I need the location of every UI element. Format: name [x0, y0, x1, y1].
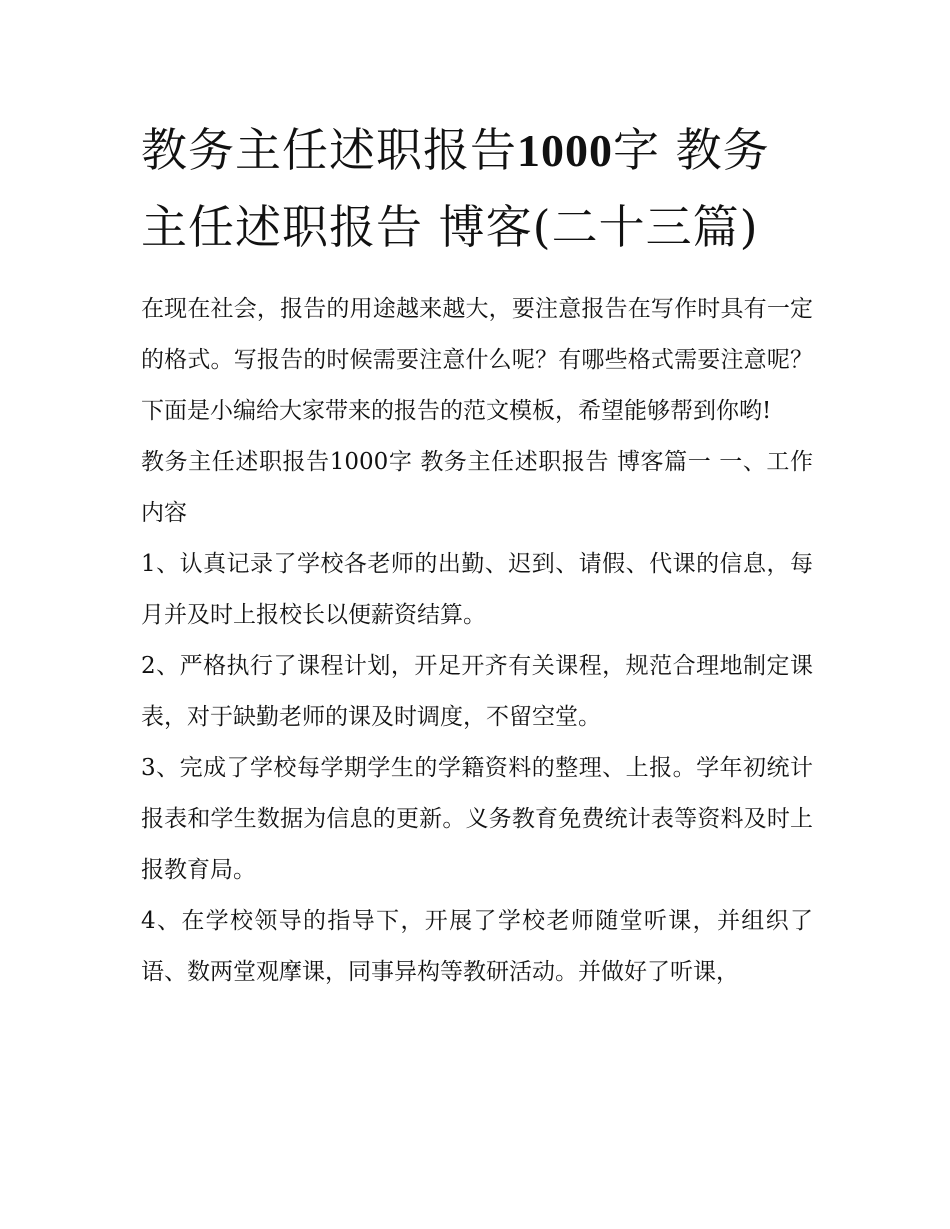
title-text-post: 字 教务主任述职报告 博客(二十三篇) — [141, 123, 770, 254]
title-text-pre: 教务主任述职报告 — [141, 123, 517, 177]
list-item-2: 2、严格执行了课程计划，开足开齐有关课程，规范合理地制定课表，对于缺勤老师的课及时调度，不留空堂。 — [141, 653, 813, 730]
section-heading: 教务主任述职报告1000字 教务主任述职报告 博客篇一 一、工作内容 — [141, 449, 813, 526]
intro-paragraph: 在现在社会，报告的用途越来越大，要注意报告在写作时具有一定的格式。写报告的时候需要注意什么呢？有哪些格式需要注意呢？下面是小编给大家带来的报告的范文模板，希望能够帮到你哟! — [141, 296, 813, 424]
document-page — [141, 112, 813, 998]
title-number: 1000 — [517, 125, 613, 176]
document-title — [141, 112, 813, 266]
list-item-4: 4、在学校领导的指导下，开展了学校老师随堂听课，并组织了语、数两堂观摩课，同事异构等教研活动。并做好了听课， — [141, 908, 813, 985]
list-item-1: 1、认真记录了学校各老师的出勤、迟到、请假、代课的信息，每月并及时上报校长以便薪资结算。 — [141, 551, 813, 628]
list-item-3: 3、完成了学校每学期学生的学籍资料的整理、上报。学年初统计报表和学生数据为信息的更新。义务教育免费统计表等资料及时上报教育局。 — [141, 755, 813, 883]
